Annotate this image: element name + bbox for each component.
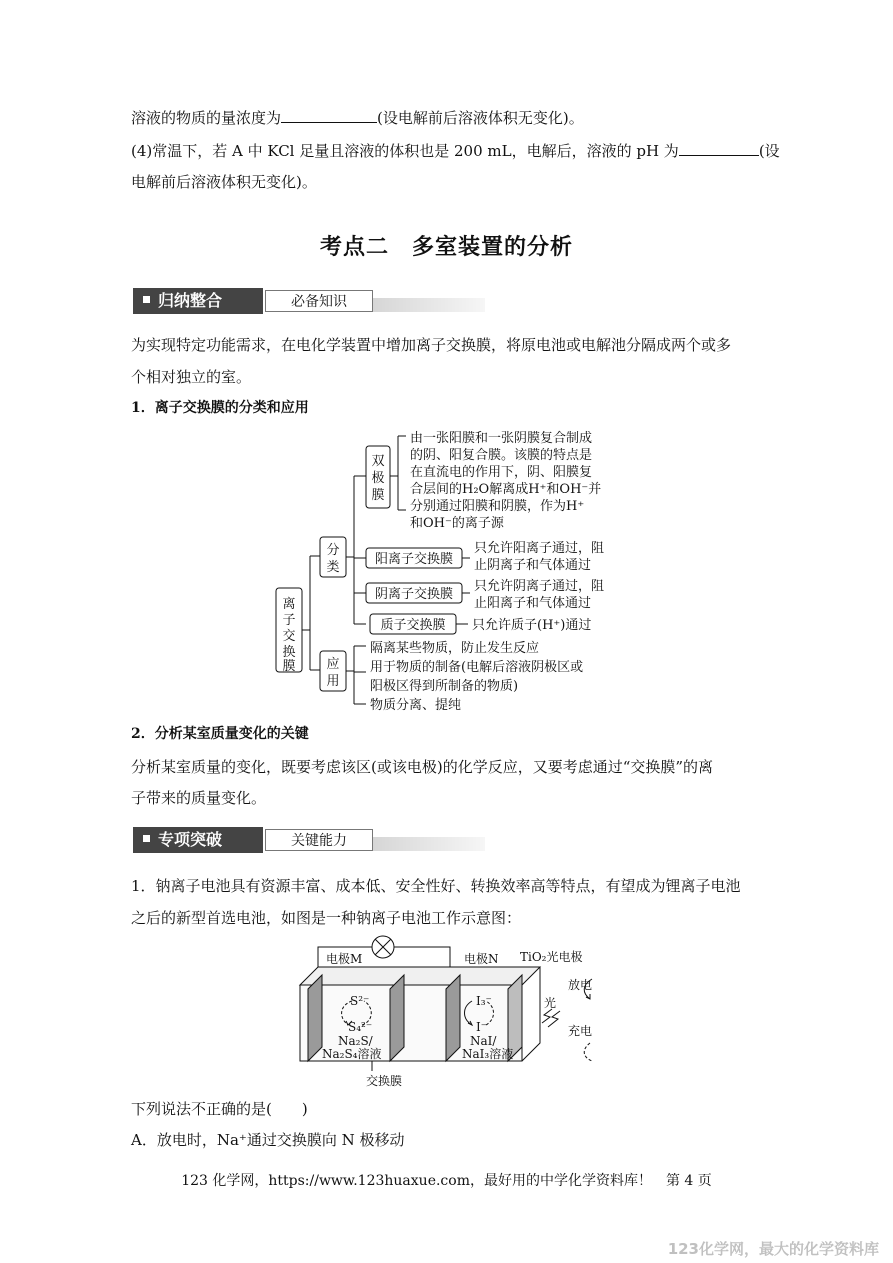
- bipolar-bracket: [390, 436, 406, 510]
- item-2-line-2: 子带来的质量变化。: [131, 789, 267, 807]
- bipolar-desc-line: 由一张阳膜和一张阴膜复合制成: [410, 431, 593, 446]
- cation-desc-line: 只允许阳离子通过，阻: [474, 541, 605, 556]
- option-a: A．放电时，Na⁺通过交换膜向 N 极移动: [131, 1131, 405, 1149]
- light-icon: [548, 1011, 560, 1027]
- left-solution-line-1: Na₂S/: [338, 1034, 373, 1048]
- electrode-m-label: 电极M: [326, 952, 363, 966]
- question-stem: 下列说法不正确的是( ): [131, 1100, 308, 1118]
- apply-item: 用于物质的制备(电解后溶液阴极区或: [370, 660, 584, 675]
- cation-desc-line: 止阴离子和气体通过: [474, 558, 592, 573]
- left-solution-line-2: Na₂S₄溶液: [322, 1047, 382, 1061]
- anion-label: 阴离子交换膜: [374, 587, 454, 602]
- answer-blank: [679, 141, 759, 156]
- item-2-heading: 2．分析某室质量变化的关键: [131, 726, 309, 742]
- classify-char: 类: [326, 560, 340, 575]
- root-char: 换: [282, 645, 296, 660]
- light-label: 光: [544, 996, 557, 1010]
- right-solution-line-1: NaI/: [470, 1034, 497, 1048]
- apply-item: 物质分离、提纯: [370, 698, 462, 713]
- classify-char: 分: [326, 543, 340, 558]
- continuation-line-1: 溶液的物质的量浓度为 (设电解前后溶液体积无变化)。: [131, 109, 584, 127]
- membrane-label: 交换膜: [366, 1074, 403, 1088]
- problem-1-line-1: 1．钠离子电池具有资源丰富、成本低、安全性好、转换效率高等特点，有望成为锂离子电池: [131, 877, 741, 895]
- bipolar-desc-line: 的阴、阳复合膜。该膜的特点是: [410, 448, 593, 463]
- square-bullet-icon: [143, 296, 150, 303]
- bipolar-desc-line: 分别通过阳膜和阴膜，作为H⁺: [410, 499, 585, 514]
- bipolar-char: 双: [371, 454, 385, 469]
- question-4-line-2: 电解前后溶液体积无变化)。: [131, 173, 317, 191]
- page-footer: 123 化学网，https://www.123huaxue.com，最好用的中学化学资料库！ 第 4 页: [181, 1173, 712, 1189]
- classify-bracket: [346, 476, 366, 624]
- question-4-line: (4)常温下，若 A 中 KCl 足量且溶液的体积也是 200 mL，电解后，溶液的 pH 为 (设: [131, 142, 780, 160]
- item-2-line-1: 分析某室质量的变化，既要考虑该区(或该电极)的化学反应，又要考虑通过“交换膜”的离: [131, 758, 714, 776]
- square-bullet-icon: [143, 835, 150, 842]
- apply-char: 用: [326, 674, 340, 689]
- anion-desc-line: 只允许阴离子通过，阻: [474, 579, 605, 594]
- left-ion-top: S²⁻: [350, 994, 370, 1008]
- right-ion-top: I₃⁻: [476, 994, 492, 1008]
- electrode-n: [446, 975, 460, 1061]
- root-char: 交: [282, 629, 296, 644]
- sodium-ion-battery-diagram: [290, 935, 620, 1095]
- anion-desc-line: 止阳离子和气体通过: [474, 596, 592, 611]
- section-title: 考点二 多室装置的分析: [319, 234, 573, 260]
- root-char: 膜: [282, 659, 296, 674]
- answer-blank: [281, 108, 377, 123]
- intro-line-1: 为实现特定功能需求，在电化学装置中增加离子交换膜，将原电池或电解池分隔成两个或多: [131, 336, 732, 354]
- banner-fade: [373, 837, 485, 851]
- left-ion-bottom: S₄²⁻: [348, 1020, 373, 1034]
- proton-desc: 只允许质子(H⁺)通过: [472, 618, 592, 633]
- bipolar-desc-line: 合层间的H₂O解离成H⁺和OH⁻并: [410, 482, 602, 497]
- ion-exchange-membrane-mindmap: [270, 420, 630, 720]
- electrode-n-label: 电极N: [464, 952, 499, 966]
- discharge-label: 放电: [568, 978, 593, 992]
- bipolar-char: 极: [371, 471, 385, 486]
- bipolar-desc-line: 在直流电的作用下，阴、阳膜复: [410, 465, 593, 480]
- apply-char: 应: [326, 657, 340, 672]
- exchange-membrane: [390, 975, 404, 1061]
- cation-label: 阳离子交换膜: [374, 552, 454, 567]
- banner-fade: [373, 298, 485, 312]
- root-char: 离: [282, 597, 296, 612]
- proton-label: 质子交换膜: [380, 618, 446, 633]
- electrode-m: [308, 975, 322, 1061]
- intro-line-2: 个相对独立的室。: [131, 368, 252, 386]
- bipolar-char: 膜: [371, 488, 385, 503]
- item-1-heading: 1．离子交换膜的分类和应用: [131, 400, 309, 416]
- bipolar-desc-line: 和OH⁻的离子源: [410, 516, 504, 531]
- root-bracket: [302, 556, 320, 670]
- problem-1-line-2: 之后的新型首选电池，如图是一种钠离子电池工作示意图：: [131, 909, 522, 927]
- tio2-label: TiO₂光电极: [520, 950, 583, 964]
- banner-practice: 专项突破 关键能力: [133, 827, 493, 853]
- banner-summary: 归纳整合 必备知识: [133, 288, 493, 314]
- box-top: [300, 967, 540, 985]
- right-ion-bottom: I⁻: [476, 1020, 488, 1034]
- apply-item: 隔离某些物质，防止发生反应: [370, 641, 540, 656]
- right-solution-line-2: NaI₃溶液: [462, 1047, 514, 1061]
- apply-item: 阳极区得到所制备的物质): [370, 679, 519, 694]
- charge-label: 充电: [568, 1024, 593, 1038]
- apply-bracket: [346, 646, 366, 704]
- charge-arrow: [584, 1043, 592, 1061]
- root-char: 子: [282, 613, 296, 628]
- watermark: 123化学网，最大的化学资料库: [667, 1240, 879, 1258]
